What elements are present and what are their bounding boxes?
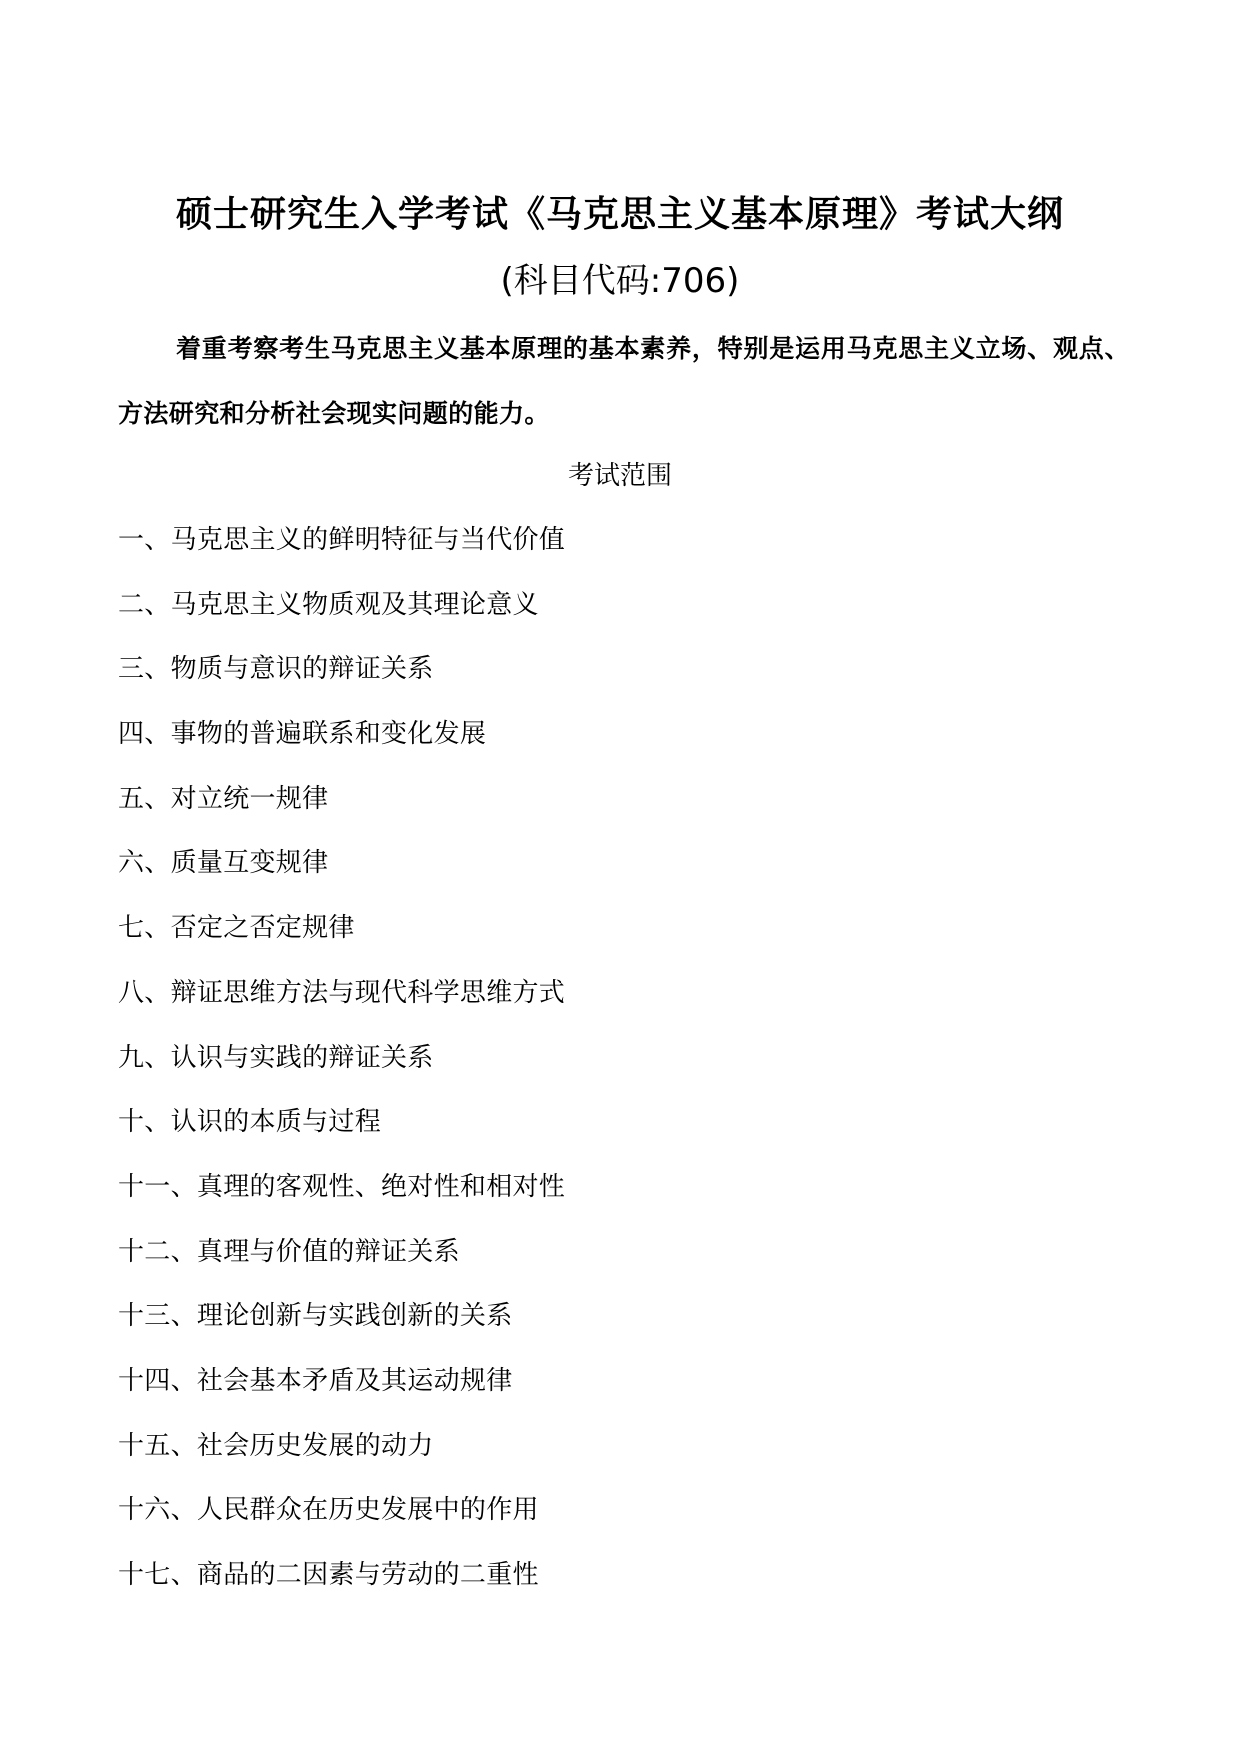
list-item: 三、物质与意识的辩证关系 — [118, 654, 434, 685]
list-item: 九、认识与实践的辩证关系 — [118, 1042, 434, 1073]
list-item: 十一、真理的客观性、绝对性和相对性 — [118, 1171, 566, 1202]
list-item: 十三、理论创新与实践创新的关系 — [118, 1301, 513, 1332]
list-item: 五、对立统一规律 — [118, 783, 329, 814]
list-item: 四、事物的普遍联系和变化发展 — [118, 719, 487, 750]
list-item: 十、认识的本质与过程 — [118, 1107, 382, 1138]
document-title: 硕士研究生入学考试《马克思主义基本原理》考试大纲 — [175, 194, 1064, 235]
list-item: 十七、商品的二因素与劳动的二重性 — [118, 1560, 539, 1590]
intro-paragraph: 着重考察考生马克思主义基本原理的基本素养，特别是运用马克思主义立场、观点、方法研究和分析社会现实问题的能力。 — [118, 334, 1130, 428]
list-item: 一、马克思主义的鲜明特征与当代价值 — [118, 525, 566, 555]
list-item: 六、质量互变规律 — [118, 848, 329, 879]
list-item: 十二、真理与价值的辩证关系 — [118, 1236, 460, 1267]
exam-scope-heading: 考试范围 — [567, 461, 672, 491]
list-item: 八、辩证思维方法与现代科学思维方式 — [118, 977, 566, 1008]
list-item: 七、否定之否定规律 — [118, 913, 355, 944]
list-item: 十四、社会基本矛盾及其运动规律 — [118, 1365, 513, 1396]
subject-code: (科目代码:706) — [500, 261, 740, 301]
list-item: 十五、社会历史发展的动力 — [118, 1430, 434, 1461]
list-item: 十六、人民群众在历史发展中的作用 — [118, 1495, 539, 1526]
list-item: 二、马克思主义物质观及其理论意义 — [118, 589, 539, 620]
topic-list — [118, 519, 1118, 1619]
